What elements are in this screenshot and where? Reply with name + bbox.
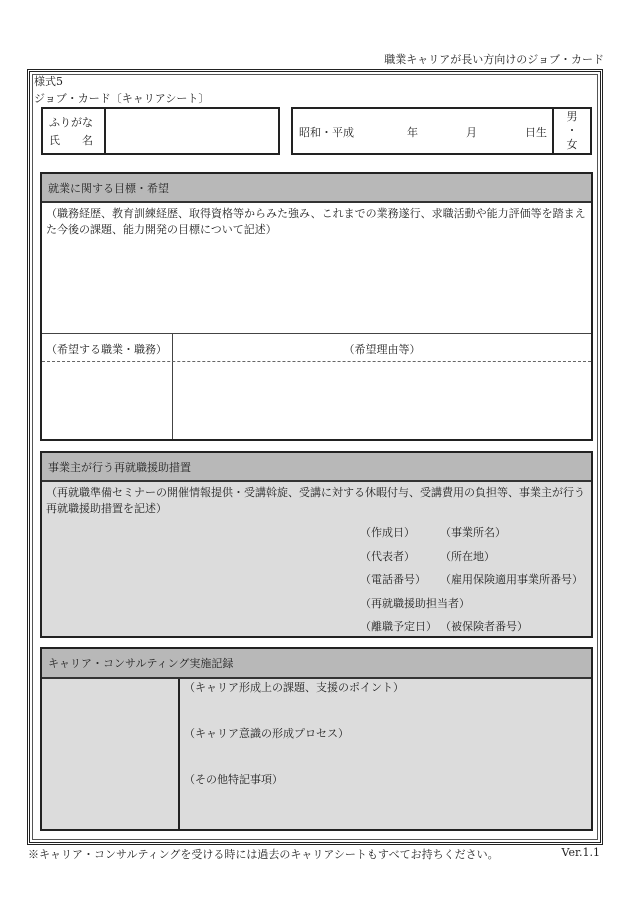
gender-female[interactable]: 女 [566,138,578,151]
section-reemployment-header: 事業主が行う再就職援助措置 [42,453,591,482]
name-label: 氏 名 [49,134,93,147]
consulting-item-2: （キャリア意識の形成プロセス） [184,727,349,740]
gender-select[interactable] [554,110,590,152]
field-phone: （電話番号） [360,573,426,586]
section-goals [40,172,593,441]
top-caption: 職業キャリアが長い方向けのジョブ・カード [384,53,604,66]
name-box [41,107,280,155]
consulting-item-3: （その他特記事項） [184,773,283,786]
name-input[interactable] [107,109,278,153]
era-label: 昭和・平成 [299,126,354,139]
field-created-date: （作成日） [360,526,415,539]
footer-note: ※キャリア・コンサルティングを受ける時には過去のキャリアシートもすべてお持ちください。 [28,848,499,861]
section-consulting [40,647,593,831]
gender-separator: ・ [566,124,578,137]
field-reemployment-contact: （再就職援助担当者） [360,596,470,610]
month-label: 月 [466,126,477,139]
field-address: （所在地） [440,549,495,563]
field-representative: （代表者） [360,549,415,563]
field-leave-date: （離職予定日） [360,620,437,633]
section-goals-desc: （職務経歴、教育訓練経歴、取得資格等からみた強み、これまでの業務遂行、求職活動や能力評価等を踏まえた今後の課題、能力開発の目標について記述） [46,207,586,236]
form-number: 様式5 [34,75,63,88]
reason-input[interactable] [173,363,591,439]
birth-box [291,107,592,155]
year-label: 年 [407,126,418,139]
field-office-name: （事業所名） [440,526,506,539]
reason-label: （希望理由等） [343,343,421,356]
section-consulting-header: キャリア・コンサルティング実施記録 [42,649,591,679]
desired-job-input[interactable] [42,363,172,439]
desired-job-label: （希望する職業・職務） [46,343,167,356]
section-reemployment [40,451,593,638]
section-goals-header: 就業に関する目標・希望 [42,174,591,203]
field-insurance-office-number: （雇用保険適用事業所番号） [440,573,583,586]
consulting-date-input[interactable] [42,679,178,829]
version-label: Ver.1.1 [561,846,600,859]
consulting-item-1: （キャリア形成上の課題、支援のポイント） [184,681,404,694]
day-label: 日生 [525,126,547,139]
furigana-label: ふりがな [49,116,93,129]
section-reemployment-desc: （再就職準備セミナーの開催情報提供・受講斡旋、受講に対する休暇付与、受講費用の負担等、事業主が行う再就職援助措置を記述） [46,486,585,515]
gender-male[interactable]: 男 [566,110,578,123]
field-insured-number: （被保険者番号） [440,620,528,633]
form-title: ジョブ・カード〔キャリアシート〕 [34,92,210,105]
reemployment-fields [360,521,583,639]
